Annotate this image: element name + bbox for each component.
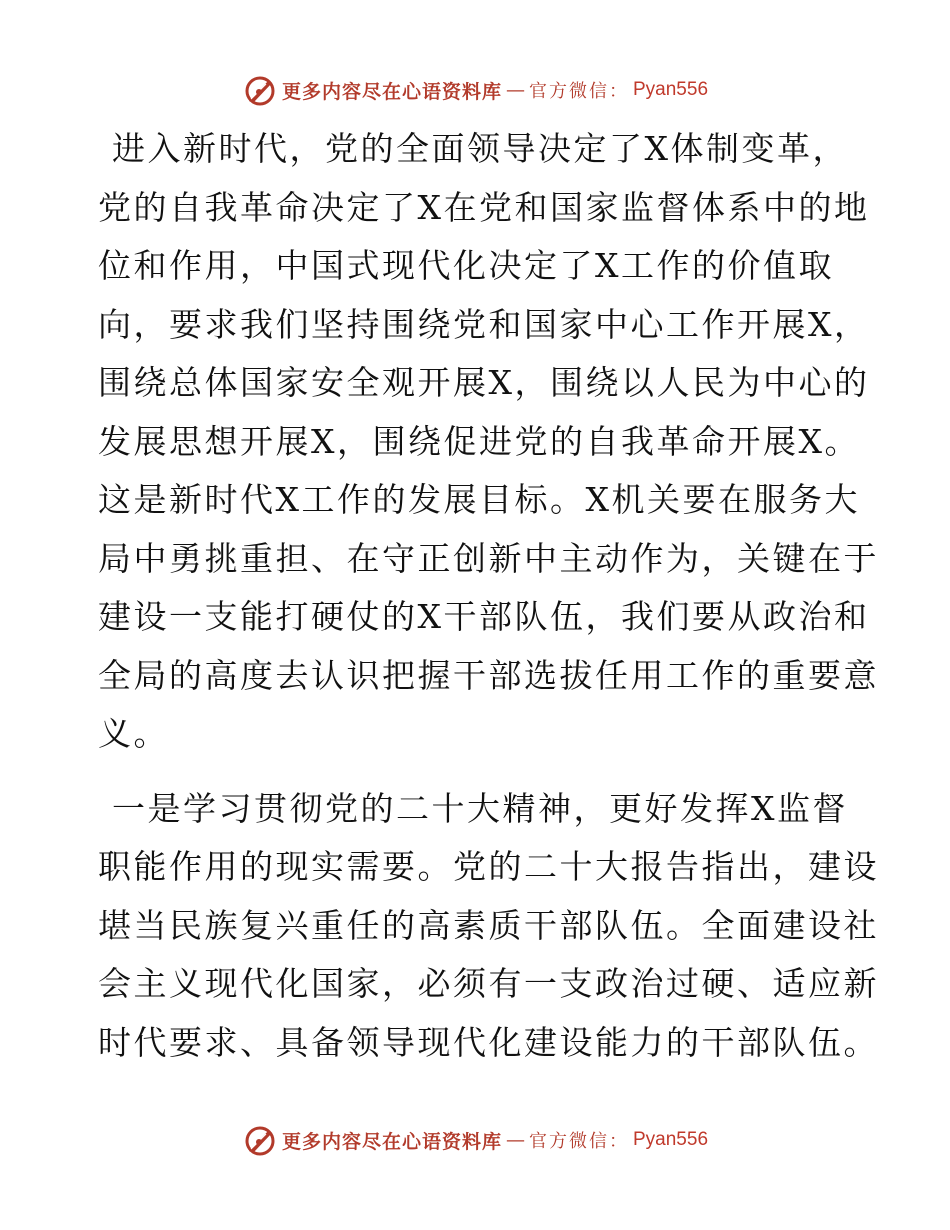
text-line: 这是新时代X工作的发展目标。X机关要在服务大	[98, 480, 860, 519]
text-line: 向，要求我们坚持围绕党和国家中心工作开展X，	[98, 304, 870, 344]
text-line: 党的自我革命决定了X在党和国家监督体系中的地	[98, 187, 870, 227]
header-banner	[0, 70, 950, 110]
text-line: 位和作用，中国式现代化决定了X工作的价值取	[98, 246, 834, 285]
paragraph-intro	[98, 120, 879, 764]
text-line: 发展思想开展X，围绕促进党的自我革命开展X。	[98, 421, 860, 461]
text-line: 会主义现代化国家，必须有一支政治过硬、适应新	[98, 964, 879, 1003]
header-banner-content	[242, 72, 708, 108]
quill-circle-logo-icon	[242, 72, 278, 108]
banner-wechat-account: Pyan556	[633, 1129, 709, 1150]
document-body	[98, 120, 879, 1072]
banner-separator: —	[506, 79, 525, 101]
text-line: 全局的高度去认识把握干部选拔任用工作的重要意	[98, 655, 879, 695]
banner-wechat-label: 官方微信：	[529, 1131, 629, 1152]
text-line: 一是学习贯彻党的二十大精神，更好发挥X监督	[112, 788, 848, 828]
banner-separator: —	[506, 1129, 525, 1151]
text-line: 义。	[98, 714, 169, 753]
text-line: 进入新时代，党的全面领导决定了X体制变革，	[112, 129, 848, 168]
text-line: 时代要求、具备领导现代化建设能力的干部队伍。	[98, 1022, 879, 1062]
text-line: 职能作用的现实需要。党的二十大报告指出，建设	[98, 847, 879, 886]
banner-wechat-label: 官方微信：	[529, 81, 629, 102]
quill-circle-logo-icon	[242, 1122, 278, 1158]
footer-banner-content	[242, 1122, 708, 1158]
text-line: 围绕总体国家安全观开展X，围绕以人民为中心的	[98, 363, 870, 402]
text-line: 堪当民族复兴重任的高素质干部队伍。全面建设社	[98, 905, 879, 945]
banner-wechat-account: Pyan556	[633, 79, 709, 100]
paragraph-point-one	[98, 780, 879, 1073]
footer-banner	[0, 1120, 950, 1160]
text-line: 局中勇挑重担、在守正创新中主动作为，关键在于	[98, 538, 879, 578]
banner-main-text: 更多内容尽在心语资料库	[281, 80, 502, 103]
text-line: 建设一支能打硬仗的X干部队伍，我们要从政治和	[98, 597, 870, 636]
banner-main-text: 更多内容尽在心语资料库	[281, 1130, 502, 1153]
